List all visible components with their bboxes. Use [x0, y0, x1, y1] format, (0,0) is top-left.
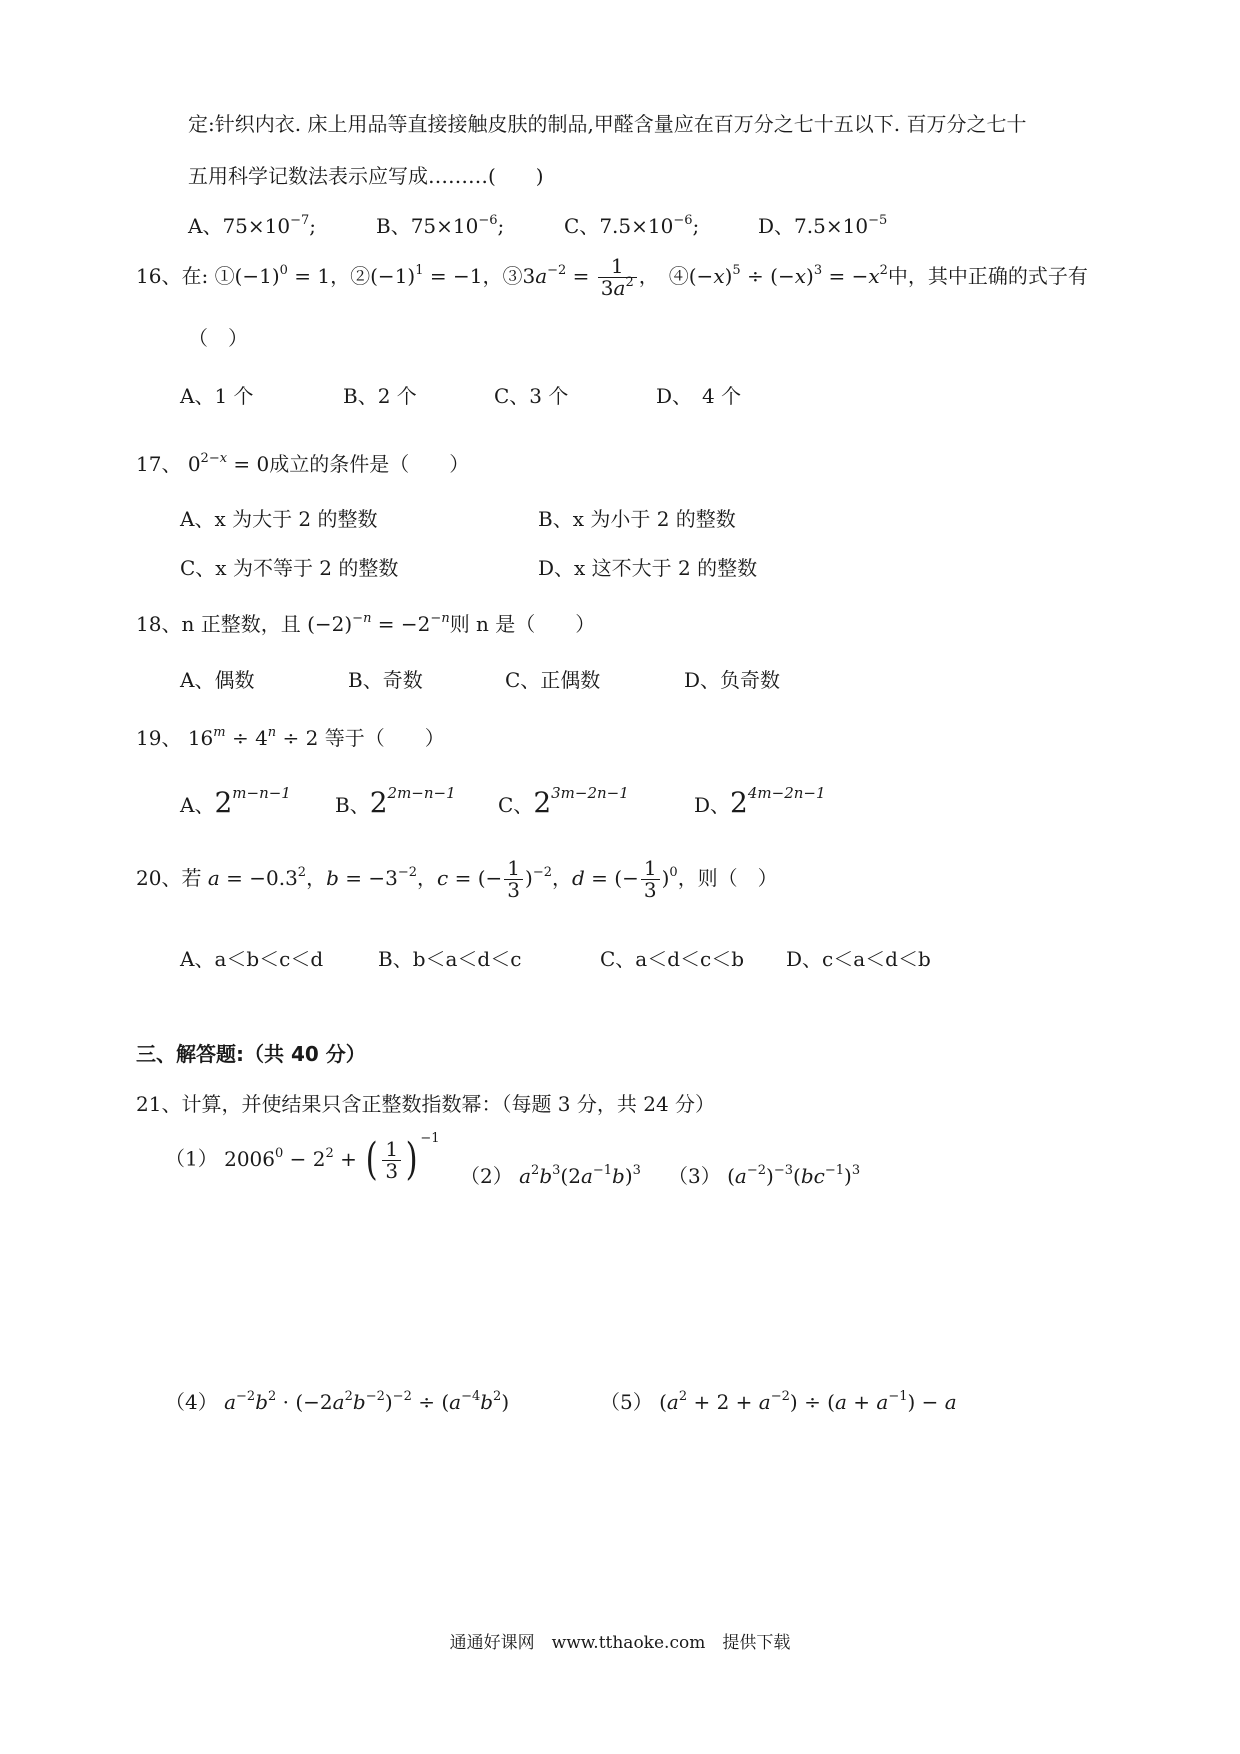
footer-text: 通通好课网 www.tthaoke.com 提供下载 [449, 1633, 791, 1653]
q19-option-a[interactable]: A、$2^{m-n-1}$ [180, 784, 291, 819]
q21-part-1: （1） $2006^0 - 2^2$ + ( $\frac{1}{3}$ ) $^{-1}$ [165, 1130, 440, 1185]
q21-part-5: （5） $(a^2 + 2 + a^{-2}) \div (a + a^{-1}) - a$ [600, 1389, 957, 1414]
q18-option-b[interactable]: B、奇数 [348, 668, 423, 692]
q21-part-1-expression: $2006^0 - 2^2$ + ( $\frac{1}{3}$ ) $^{-1}$ [224, 1130, 440, 1185]
q19-question [136, 722, 445, 751]
q16-option-a[interactable]: A、1 个 [180, 384, 254, 408]
q21-part-4-expression: $a^{-2}b^2 \cdot (-2a^2b^{-2})^{-2} \div (a^{-4}b^2)$ [224, 1389, 510, 1414]
q20-question [136, 858, 778, 901]
q17-option-a[interactable]: A、x 为大于 2 的整数 [180, 507, 378, 531]
question-number: 21、 [136, 1092, 182, 1116]
q19-option-c[interactable]: C、$2^{3m-2n-1}$ [498, 784, 629, 819]
q16-answer-paren: （ ） [188, 326, 248, 350]
q15-option-d[interactable]: D、$7.5\times 10^{-5}$ [758, 213, 888, 238]
question-prefix: 在: [181, 264, 209, 288]
q19-option-b[interactable]: B、$2^{2m-n-1}$ [335, 784, 456, 819]
q20-option-a[interactable]: A、a＜b＜c＜d [180, 947, 324, 971]
q16-option-d[interactable]: D、 4 个 [656, 384, 742, 408]
q21-part-2: （2） $a^2b^3(2a^{-1}b)^3$ [460, 1163, 641, 1188]
q18-option-c[interactable]: C、正偶数 [505, 668, 601, 692]
q19-option-d[interactable]: D、$2^{4m-2n-1}$ [694, 784, 826, 819]
question-prefix: 若 [181, 866, 202, 890]
q20-option-c[interactable]: C、a＜d＜c＜b [600, 947, 745, 971]
q17-option-b[interactable]: B、x 为小于 2 的整数 [538, 507, 736, 531]
q21-part-5-expression: $(a^2 + 2 + a^{-2}) \div (a + a^{-1}) - a$ [659, 1389, 957, 1414]
question-text: 计算，并使结果只含正整数指数幂：（每题 3 分，共 24 分） [181, 1092, 716, 1116]
q16-question [136, 256, 1088, 299]
q17-option-c[interactable]: C、x 为不等于 2 的整数 [180, 556, 399, 580]
q21-part-4: （4） $a^{-2}b^2 \cdot (-2a^2b^{-2})^{-2} \div (a^{-4}b^2)$ [165, 1389, 510, 1414]
question-number: 20、 [136, 866, 182, 890]
q21-part-3: （3） $(a^{-2})^{-3}(bc^{-1})^3$ [668, 1163, 861, 1188]
q17-option-d[interactable]: D、x 这不大于 2 的整数 [538, 556, 758, 580]
section-heading: 三、解答题:（共 40 分） [136, 1042, 366, 1066]
q15-text-line2: 五用科学记数法表示应写成………( ) [188, 164, 544, 188]
q15-option-b[interactable]: B、$75\times 10^{-6}$; [376, 213, 505, 238]
q21-part-2-expression: $a^2b^3(2a^{-1}b)^3$ [519, 1163, 641, 1188]
q16-expression: $①(-1)^0 = 1$，$②(-1)^1 = -1$，$③3a^{-2}$ = $\frac{1}{3a^2}$ ， $④(-x)^5 \div (-x)^3 = -x^2$ [214, 254, 888, 300]
q20-option-d[interactable]: D、c＜a＜d＜b [786, 947, 931, 971]
q20-expression: $a = -0.3^2$，$b = -3^{-2}$，c = (− $\frac{1}{3}$ )$^{-2}$，d = (− $\frac{1}{3}$ )$^0$ [207, 856, 678, 902]
question-suffix: ，则（ ） [677, 866, 778, 890]
q15-text-line1: 定:针织内衣. 床上用品等直接接触皮肤的制品,甲醛含量应在百万分之七十五以下. 百万分之七十 [188, 112, 1027, 136]
question-number: 19、 [136, 726, 182, 750]
question-suffix: 则 n 是（ ） [449, 612, 596, 636]
question-suffix: 成立的条件是（ ） [269, 452, 470, 476]
q19-expression: $16^m \div 4^n \div 2$ [187, 725, 319, 750]
question-suffix: 中，其中正确的式子有 [887, 264, 1088, 288]
q17-question [136, 448, 469, 477]
q21-question [136, 1088, 715, 1117]
q15-option-a[interactable]: A、$75\times 10^{-7}$; [188, 213, 317, 238]
q21-part-3-expression: $(a^{-2})^{-3}(bc^{-1})^3$ [727, 1163, 861, 1188]
q17-expression: $0^{2-x} = 0$ [187, 451, 270, 476]
q18-option-a[interactable]: A、偶数 [180, 668, 255, 692]
q16-option-c[interactable]: C、3 个 [494, 384, 569, 408]
q16-option-b[interactable]: B、2 个 [343, 384, 417, 408]
question-number: 17、 [136, 452, 182, 476]
q20-option-b[interactable]: B、b＜a＜d＜c [378, 947, 522, 971]
question-prefix: n 正整数，且 [181, 612, 301, 636]
question-number: 18、 [136, 612, 182, 636]
question-suffix: 等于（ ） [324, 726, 445, 750]
q18-expression: $(-2)^{-n} = -2^{-n}$ [307, 611, 450, 636]
q18-question [136, 608, 595, 637]
question-number: 16、 [136, 264, 182, 288]
q18-option-d[interactable]: D、负奇数 [684, 668, 781, 692]
q15-option-c[interactable]: C、$7.5\times 10^{-6}$; [564, 213, 700, 238]
